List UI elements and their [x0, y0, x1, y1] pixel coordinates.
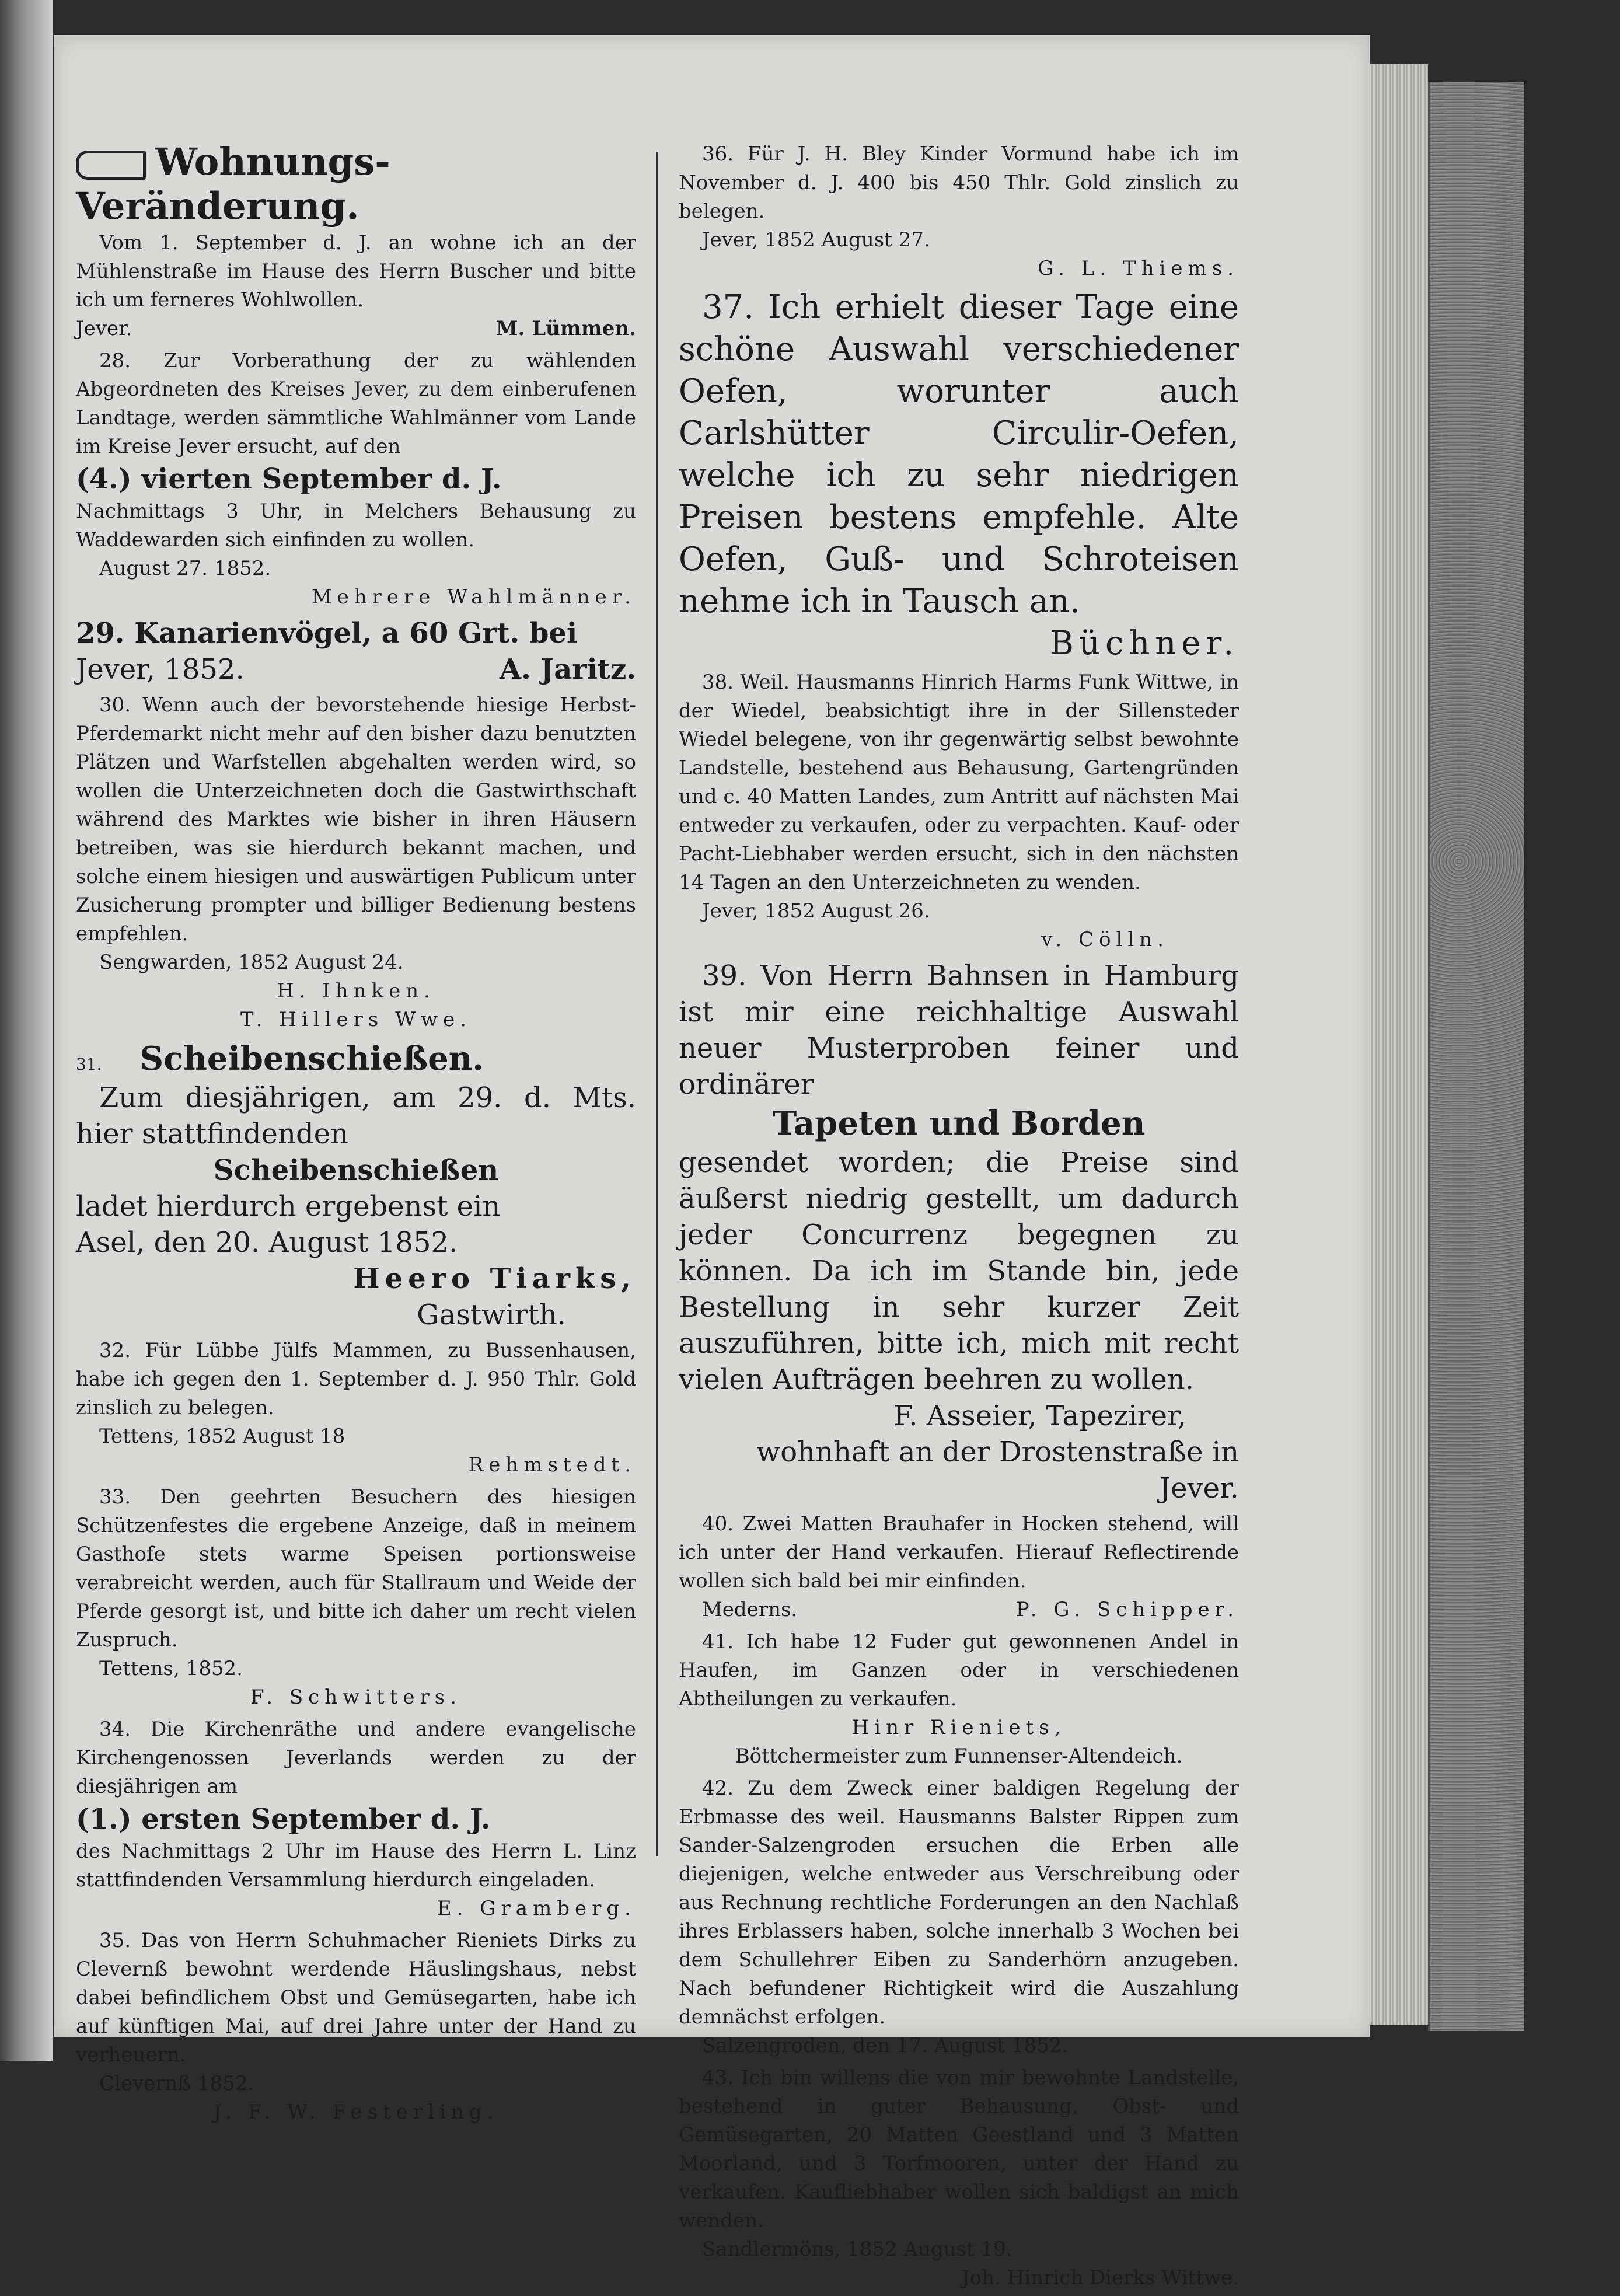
ad-38-body: 38. Weil. Hausmanns Hinrich Harms Funk Wittwe, in der Wiedel, beabsichtigt ihre in der Sillensteder Wiedel belegene, von ihr gegenwärtig selbst bewohnte Landstelle, bestehend aus Behausung, Gartengründen und c. 40 Matten Landes, zum Antritt auf nächsten Mai entweder zu verkaufen, oder zu verpachten. Kauf- oder Pacht-Liebhaber werden ersucht, sich in den nächsten 14 Tagen an den Unterzeichneten zu wenden.	[679, 671, 1239, 894]
ad-34-body2: des Nachmittags 2 Uhr im Hause des Herrn L. Linz stattfindenden Versammlung hierdurch eingeladen.	[76, 1840, 636, 1892]
ad-31-title2: Scheibenschießen	[213, 1154, 499, 1187]
ad-29	[76, 615, 636, 688]
ad-43	[679, 2064, 1239, 2292]
ad-41-sig1: Hinr Rieniets,	[851, 1716, 1066, 1739]
ad-29-place-date: Jever, 1852.	[76, 653, 245, 686]
ad-32-body: 32. Für Lübbe Jülfs Mammen, zu Bussenhausen, habe ich gegen den 1. September d. J. 950 Thlr. Gold zinslich zu belegen.	[76, 1339, 636, 1419]
ad-wohnung-place: Jever.	[76, 317, 132, 340]
ad-33-signature: F. Schwitters.	[250, 1686, 462, 1709]
ad-37-body: 37. Ich erhielt dieser Tage eine schöne Auswahl verschiedener Oefen, worunter auch Carlshütter Circulir-Oefen, welche ich zu sehr niedrigen Preisen bestens empfehle. Alte Oefen, Guß- und Schroteisen nehme ich in Tausch an.	[679, 288, 1239, 620]
ad-30-date: Sengwarden, 1852 August 24.	[99, 951, 404, 974]
ad-wohnung-signature: M. Lümmen.	[495, 317, 636, 340]
ad-36	[679, 140, 1239, 283]
ad-31-sig2: Gastwirth.	[417, 1299, 566, 1331]
ad-42-date: Salzengroden, den 17. August 1852.	[702, 2034, 1069, 2057]
ad-34	[76, 1715, 636, 1923]
ad-35-body: 35. Das von Herrn Schuhmacher Rieniets Dirks zu Clevernß bewohnt werdende Häuslingshaus, nebst dabei befindlichem Obst und Gemüsegarten, habe ich auf künftigen Mai, auf drei Jahre unter der Hand zu verheuern.	[76, 1929, 636, 2067]
ad-31-title: Scheibenschießen.	[139, 1039, 484, 1078]
column-divider	[656, 152, 658, 1856]
book-fore-edge	[1370, 64, 1428, 2025]
ad-32	[76, 1337, 636, 1480]
ad-40	[679, 1510, 1239, 1624]
ad-33-body: 33. Den geehrten Besuchern des hiesigen Schützenfestes die ergebene Anzeige, daß in meinem Gasthofe stets warme Speisen portionsweise verabreicht werden, auch für Stallraum und Weide der Pferde gesorgt ist, und bitte ich daher um recht vielen Zuspruch.	[76, 1485, 636, 1652]
ad-29-footer	[76, 651, 636, 688]
ad-wohnung-body: Vom 1. September d. J. an wohne ich an der Mühlenstraße im Hause des Herrn Buscher und bitte ich um ferneres Wohlwollen.	[76, 231, 636, 312]
marbled-cover	[1428, 82, 1527, 2031]
ad-40-signature: P. G. Schipper.	[1015, 1598, 1239, 1621]
ad-34-signature: E. Gramberg.	[437, 1897, 636, 1920]
ad-41	[679, 1628, 1239, 1771]
ad-wohnung	[76, 140, 636, 343]
ad-39-body2: gesendet worden; die Preise sind äußerst niedrig gestellt, um dadurch jeder Concurrenz begegnen zu können. Da ich im Stande bin, jede Bestellung in sehr kurzer Zeit auszuführen, bitte ich, mich mit recht vielen Aufträgen beehren zu wollen.	[679, 1146, 1239, 1396]
ad-36-body: 36. Für J. H. Bley Kinder Vormund habe ich im November d. J. 400 bis 450 Thlr. Gold zinslich zu belegen.	[679, 142, 1239, 223]
ad-37	[679, 287, 1239, 665]
ad-33-date: Tettens, 1852.	[99, 1657, 243, 1680]
ad-31-body1: Zum diesjährigen, am 29. d. Mts. hier stattfindenden	[76, 1081, 636, 1150]
ad-29-line1: 29. Kanarienvögel, a 60 Grt. bei	[76, 617, 578, 650]
ad-36-signature: G. L. Thiems.	[1038, 257, 1239, 280]
ad-41-sig2: Böttchermeister zum Funnenser-Altendeich.	[735, 1744, 1183, 1768]
ad-42-body: 42. Zu dem Zweck einer baldigen Regelung der Erbmasse des weil. Hausmanns Balster Rippen zum Sander-Salzengroden ersuchen die Erben alle diejenigen, welche entweder aus Verschreibung oder aus Rechnung rechtliche Forderungen an den Nachlaß ihres Erblassers haben, solche innerhalb 3 Wochen bei dem Schullehrer Eiben zu Sanderhörn anzugeben. Nach befundener Richtigkeit wird die Auszahlung demnächst erfolgen.	[679, 1777, 1239, 2029]
ad-40-body: 40. Zwei Matten Brauhafer in Hocken stehend, will ich unter der Hand verkaufen. Hierauf Reflectirende wollen sich bald bei mir einfinden.	[679, 1512, 1239, 1593]
ad-31-sig1: Heero Tiarks,	[353, 1262, 636, 1295]
ad-wohnung-title: Wohnungs-Veränderung.	[76, 140, 390, 228]
ad-32-date: Tettens, 1852 August 18	[99, 1425, 345, 1448]
ad-34-date-big: (1.) ersten September d. J.	[76, 1803, 491, 1836]
ad-43-signature: Joh. Hinrich Dierks Wittwe.	[962, 2266, 1239, 2290]
ad-31	[76, 1038, 636, 1333]
ad-31-date: Asel, den 20. August 1852.	[76, 1226, 458, 1259]
ad-41-body: 41. Ich habe 12 Fuder gut gewonnenen Andel in Haufen, im Ganzen oder in verschiedenen Abtheilungen zu verkaufen.	[679, 1630, 1239, 1711]
ad-36-date: Jever, 1852 August 27.	[702, 228, 930, 252]
ad-38-signature: v. Cölln.	[1041, 928, 1169, 951]
ad-31-body2: ladet hierdurch ergebenst ein	[76, 1190, 501, 1223]
ad-31-num: 31.	[76, 1055, 102, 1074]
left-column	[76, 140, 636, 2130]
ad-30-sig2: T. Hillers Wwe.	[240, 1008, 472, 1031]
ad-32-signature: Rehmstedt.	[468, 1453, 636, 1477]
ad-40-footer	[679, 1596, 1239, 1624]
right-column	[679, 140, 1239, 2296]
ad-39-title: Tapeten und Borden	[772, 1104, 1146, 1143]
ad-33	[76, 1483, 636, 1712]
ad-39-sig2: wohnhaft an der Drostenstraße in Jever.	[756, 1436, 1239, 1505]
ad-35	[76, 1927, 636, 2127]
ad-35-date: Clevernß 1852.	[99, 2072, 254, 2095]
ad-30	[76, 691, 636, 1034]
scan-left-margin	[0, 0, 53, 2061]
ad-30-sig1: H. Ihnken.	[277, 979, 435, 1003]
ad-39	[679, 958, 1239, 1506]
ad-43-date: Sandlermöns, 1852 August 19.	[702, 2238, 1012, 2261]
ad-30-body: 30. Wenn auch der bevorstehende hiesige Herbst-Pferdemarkt nicht mehr auf den bisher dazu benutzten Plätzen und Warfstellen abgehalten werden wird, so wollen die Unterzeichneten doch die Gastwirthschaft während des Marktes wie bisher in ihren Häusern betreiben, was sie hierdurch bekannt machen, und solche einem hiesigen und auswärtigen Publicum unter Zusicherung prompter und billiger Bedienung bestens empfehlen.	[76, 693, 636, 945]
ad-35-signature: J. F. W. Festerling.	[213, 2100, 499, 2124]
ad-wohnung-footer	[76, 315, 636, 343]
scan-backdrop	[1524, 0, 1620, 2061]
ad-39-body: 39. Von Herrn Bahnsen in Hamburg ist mir eine reichhaltige Auswahl neuer Musterproben feiner und ordinärer	[679, 959, 1239, 1101]
ad-34-body: 34. Die Kirchenräthe und andere evangelische Kirchengenossen Jeverlands werden zu der diesjährigen am	[76, 1718, 636, 1798]
ad-28-date: August 27. 1852.	[99, 557, 271, 580]
ad-28-body2: Nachmittags 3 Uhr, in Melchers Behausung zu Waddewarden sich einfinden zu wollen.	[76, 500, 636, 552]
ad-28	[76, 347, 636, 612]
ad-28-signature: Mehrere Wahlmänner.	[311, 585, 636, 609]
ad-wohnung-title-line	[76, 140, 636, 229]
ad-31-heading	[76, 1038, 636, 1080]
ad-28-date-big: (4.) vierten September d. J.	[76, 463, 502, 496]
ad-38-date: Jever, 1852 August 26.	[702, 899, 930, 923]
ad-28-body: 28. Zur Vorberathung der zu wählenden Abgeordneten des Kreises Jever, zu dem einberufenen Landtage, werden sämmtliche Wahlmänner vom Lande im Kreise Jever ersucht, auf den	[76, 349, 636, 458]
ad-29-signature: A. Jaritz.	[499, 653, 636, 686]
ad-40-place: Mederns.	[702, 1598, 798, 1621]
ad-39-sig1: F. Asseier, Tapezirer,	[893, 1400, 1186, 1432]
ad-37-signature: Büchner.	[1049, 624, 1239, 662]
pointing-hand-icon	[76, 151, 146, 180]
ad-43-body: 43. Ich bin willens die von mir bewohnte Landstelle, bestehend in guter Behausung, Obst- und Gemüsegarten, 20 Matten Geestland und 3 Matten Moorland, und 3 Torfmooren, unter der Hand zu verkaufen. Kaufliebhaber wollen sich baldigst an mich wenden.	[679, 2066, 1239, 2232]
ad-38	[679, 668, 1239, 954]
ad-42	[679, 1774, 1239, 2060]
